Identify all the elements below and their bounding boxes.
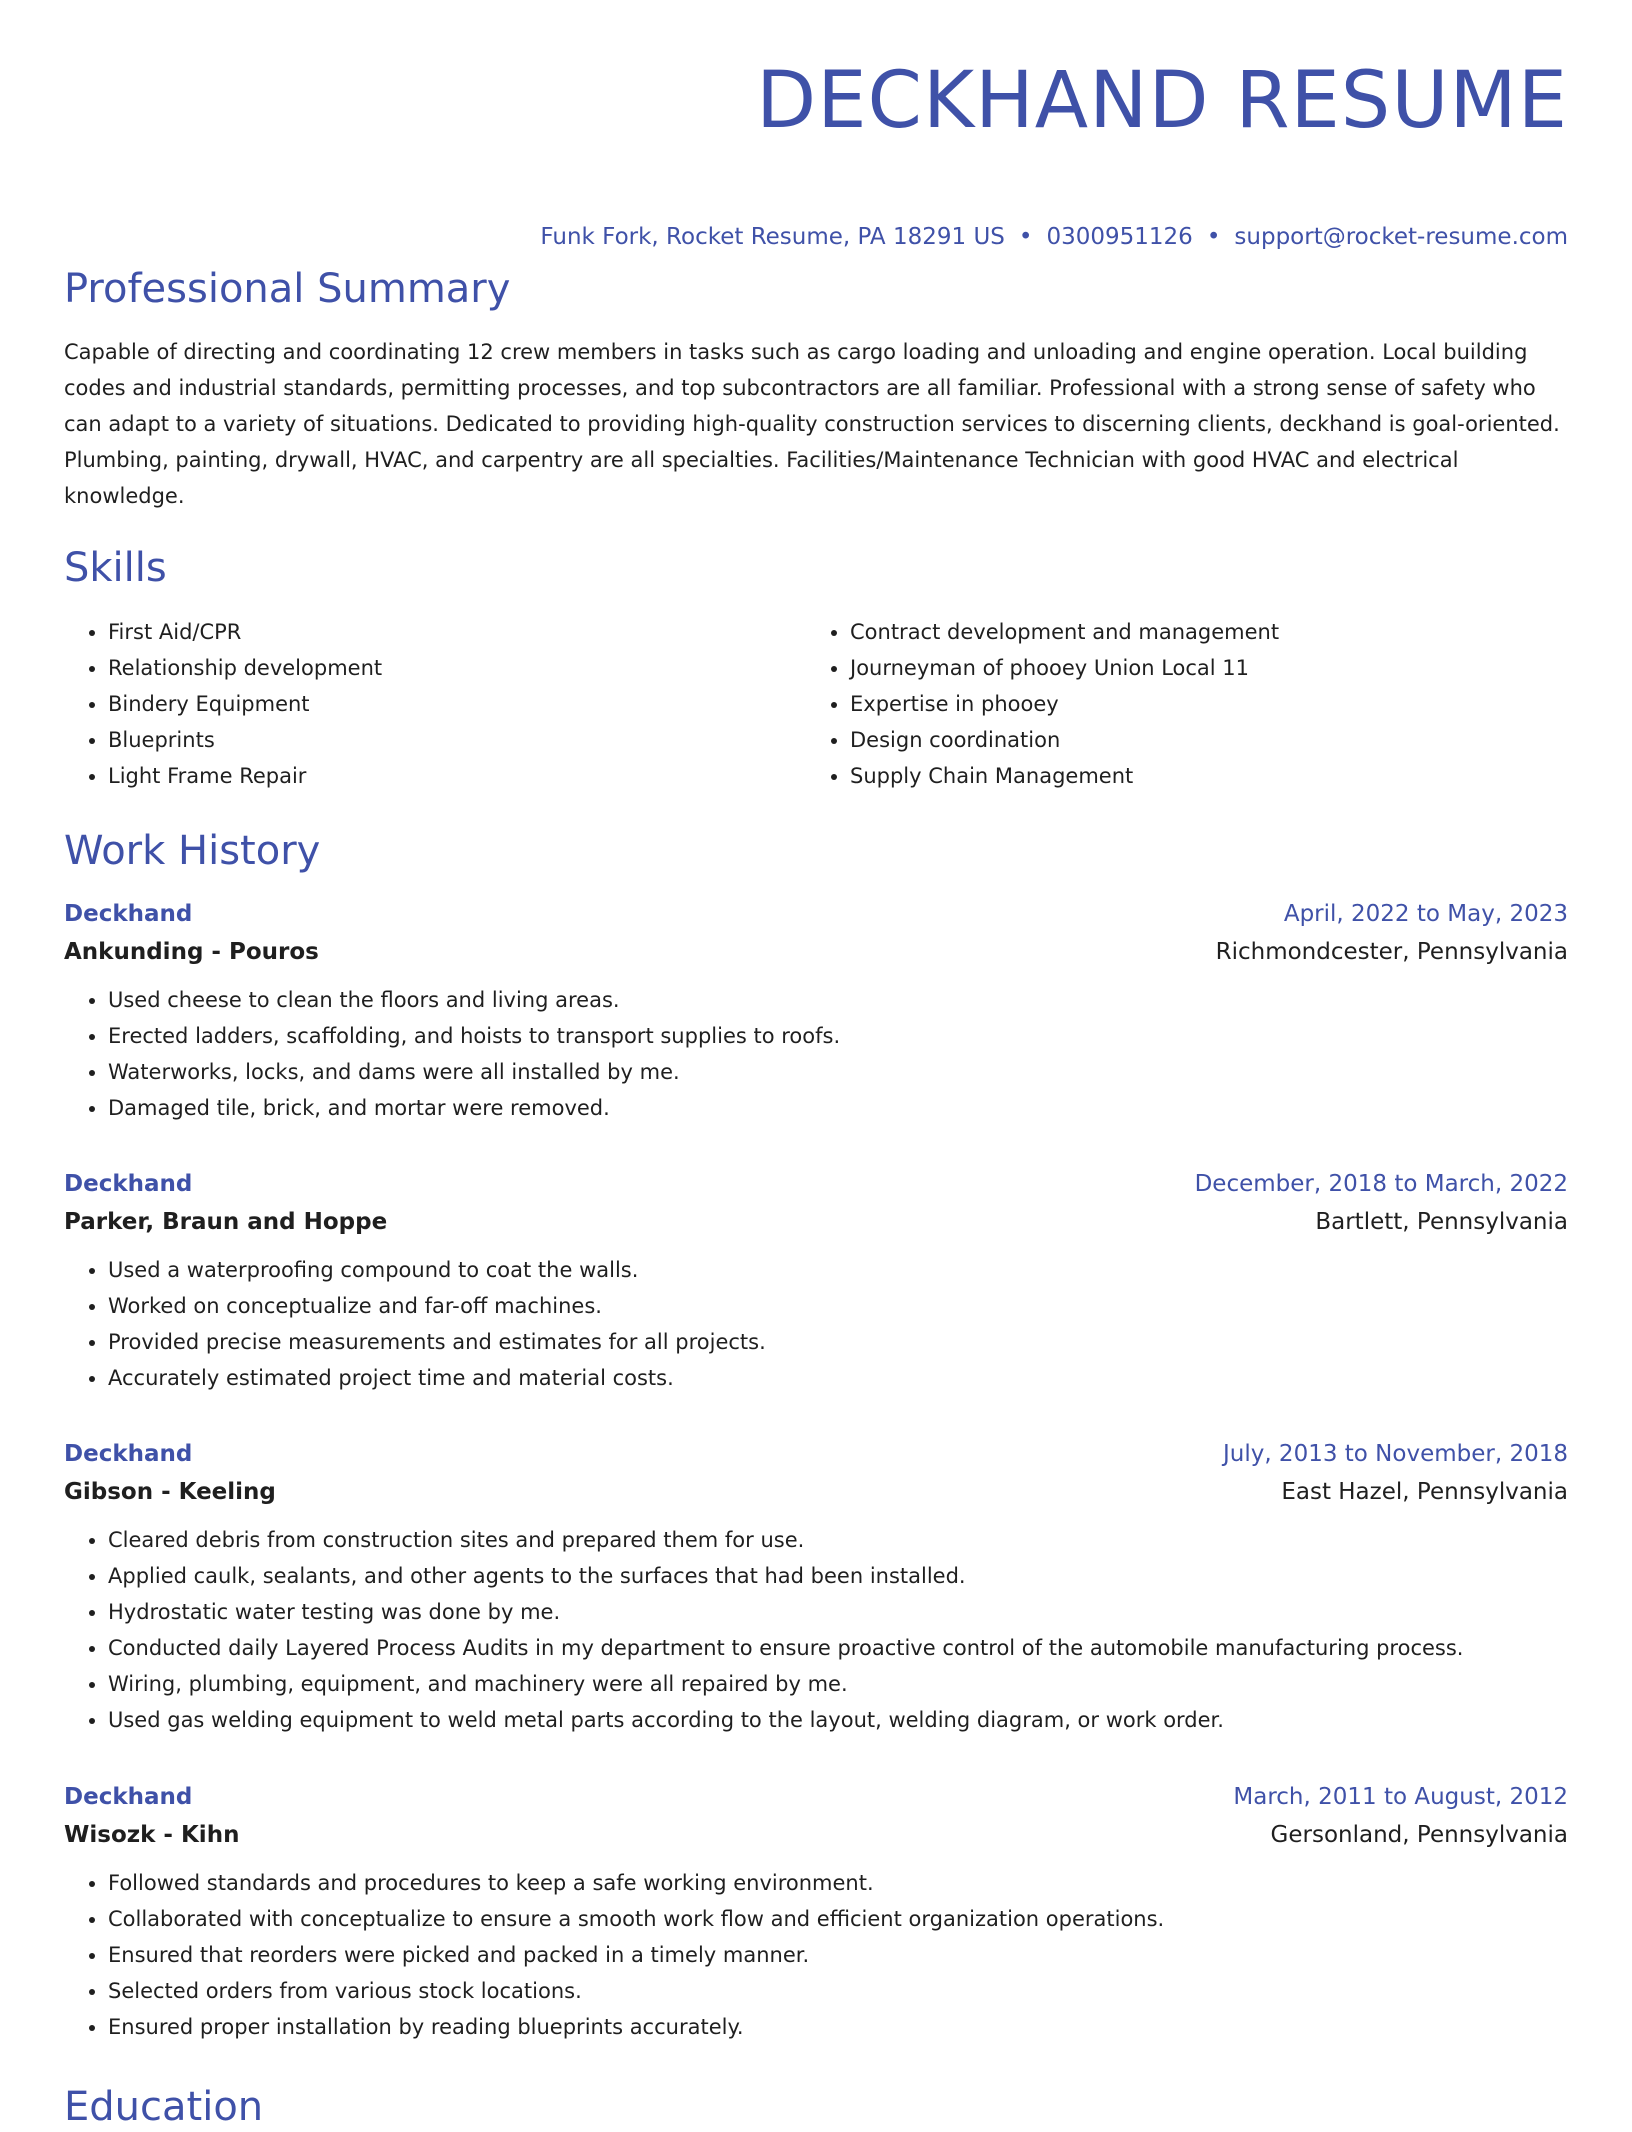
job-bullet: • Waterworks, locks, and dams were all installed by me. <box>108 1054 1568 1090</box>
job-company: Parker, Braun and Hoppe <box>64 1209 388 1235</box>
job-dates: December, 2018 to March, 2022 <box>1194 1171 1568 1197</box>
job-location: Gersonland, Pennsylvania <box>1270 1822 1568 1848</box>
contact-line <box>64 222 1568 252</box>
job-bullet: • Ensured that reorders were picked and packed in a timely manner. <box>108 1937 1568 1973</box>
job-bullet: • Selected orders from various stock locations. <box>108 1973 1568 2009</box>
skills-column-right <box>806 614 1548 794</box>
job-bullet: • Provided precise measurements and estimates for all projects. <box>108 1324 1568 1360</box>
job-bullet: • Followed standards and procedures to keep a safe working environment. <box>108 1865 1568 1901</box>
job-bullet: • Used cheese to clean the floors and living areas. <box>108 982 1568 1018</box>
skill-item: • Relationship development <box>108 650 806 686</box>
skill-item: • Blueprints <box>108 722 806 758</box>
skills-list <box>64 614 1568 794</box>
job-bullet: • Used a waterproofing compound to coat the walls. <box>108 1252 1568 1288</box>
job-title: Deckhand <box>64 1441 193 1467</box>
job-dates: March, 2011 to August, 2012 <box>1233 1784 1568 1810</box>
skill-item: • First Aid/CPR <box>108 614 806 650</box>
summary-heading: Professional Summary <box>64 266 511 312</box>
job-bullet: • Worked on conceptualize and far-off machines. <box>108 1288 1568 1324</box>
job-bullet: • Conducted daily Layered Process Audits in my department to ensure proactive control of the automobile manufacturing process. <box>108 1630 1568 1666</box>
contact-separator: • <box>1206 224 1221 250</box>
job-bullets <box>64 1865 1568 2045</box>
skills-heading: Skills <box>64 545 167 591</box>
job-bullet: • Erected ladders, scaffolding, and hoists to transport supplies to roofs. <box>108 1018 1568 1054</box>
job-bullet: • Used gas welding equipment to weld metal parts according to the layout, welding diagram, or work order. <box>108 1702 1568 1738</box>
job-entry <box>64 1779 1568 2045</box>
skill-item: • Light Frame Repair <box>108 758 806 794</box>
contact-separator: • <box>1018 224 1033 250</box>
job-bullet: • Wiring, plumbing, equipment, and machinery were all repaired by me. <box>108 1666 1568 1702</box>
job-company: Gibson - Keeling <box>64 1479 276 1505</box>
job-entry <box>64 1166 1568 1396</box>
skills-column-left <box>64 614 806 794</box>
job-bullet: • Applied caulk, sealants, and other agents to the surfaces that had been installed. <box>108 1558 1568 1594</box>
summary-text: Capable of directing and coordinating 12 crew members in tasks such as cargo loading and unloading and engine operation. Local building codes and industrial standards, permitting processes, and top subcontractors are all familiar. Professional with a strong sense of safety who can adapt to a variety of situations. Dedicated to providing high-quality construction services to discerning clients, deckhand is goal-oriented. Plumbing, painting, drywall, HVAC, and carpentry are all specialties. Facilities/Maintenance Technician with good HVAC and electrical knowledge. <box>64 340 1560 508</box>
job-bullet: • Damaged tile, brick, and mortar were removed. <box>108 1090 1568 1126</box>
resume-header <box>64 0 1568 252</box>
contact-email: support@rocket-resume.com <box>1234 224 1568 250</box>
job-title: Deckhand <box>64 901 193 927</box>
skill-item: • Contract development and management <box>850 614 1548 650</box>
job-bullets <box>64 1252 1568 1396</box>
job-location: Bartlett, Pennsylvania <box>1315 1209 1568 1235</box>
job-dates: April, 2022 to May, 2023 <box>1283 901 1568 927</box>
education-heading: Education <box>64 2084 264 2130</box>
skill-item: • Expertise in phooey <box>850 686 1548 722</box>
job-title: Deckhand <box>64 1784 193 1810</box>
skill-item: • Bindery Equipment <box>108 686 806 722</box>
job-location: East Hazel, Pennsylvania <box>1281 1479 1568 1505</box>
job-entry <box>64 896 1568 1126</box>
skill-item: • Journeyman of phooey Union Local 11 <box>850 650 1548 686</box>
job-bullet: • Ensured proper installation by reading blueprints accurately. <box>108 2009 1568 2045</box>
job-bullet: • Accurately estimated project time and material costs. <box>108 1360 1568 1396</box>
skill-item: • Supply Chain Management <box>850 758 1548 794</box>
contact-phone: 0300951126 <box>1046 224 1193 250</box>
contact-address: Funk Fork, Rocket Resume, PA 18291 US <box>540 224 1005 250</box>
job-title: Deckhand <box>64 1171 193 1197</box>
job-location: Richmondcester, Pennsylvania <box>1215 939 1568 965</box>
skill-item: • Design coordination <box>850 722 1548 758</box>
work-history-heading: Work History <box>64 828 321 874</box>
job-bullet: • Collaborated with conceptualize to ensure a smooth work flow and efficient organization operations. <box>108 1901 1568 1937</box>
job-dates: July, 2013 to November, 2018 <box>1222 1441 1568 1467</box>
job-bullets <box>64 982 1568 1126</box>
job-bullet: • Cleared debris from construction sites and prepared them for use. <box>108 1522 1568 1558</box>
job-bullets <box>64 1522 1568 1738</box>
job-company: Wisozk - Kihn <box>64 1822 240 1848</box>
job-company: Ankunding - Pouros <box>64 939 319 965</box>
job-bullet: • Hydrostatic water testing was done by me. <box>108 1594 1568 1630</box>
resume-name: DECKHAND RESUME <box>756 56 1568 146</box>
job-entry <box>64 1436 1568 1738</box>
